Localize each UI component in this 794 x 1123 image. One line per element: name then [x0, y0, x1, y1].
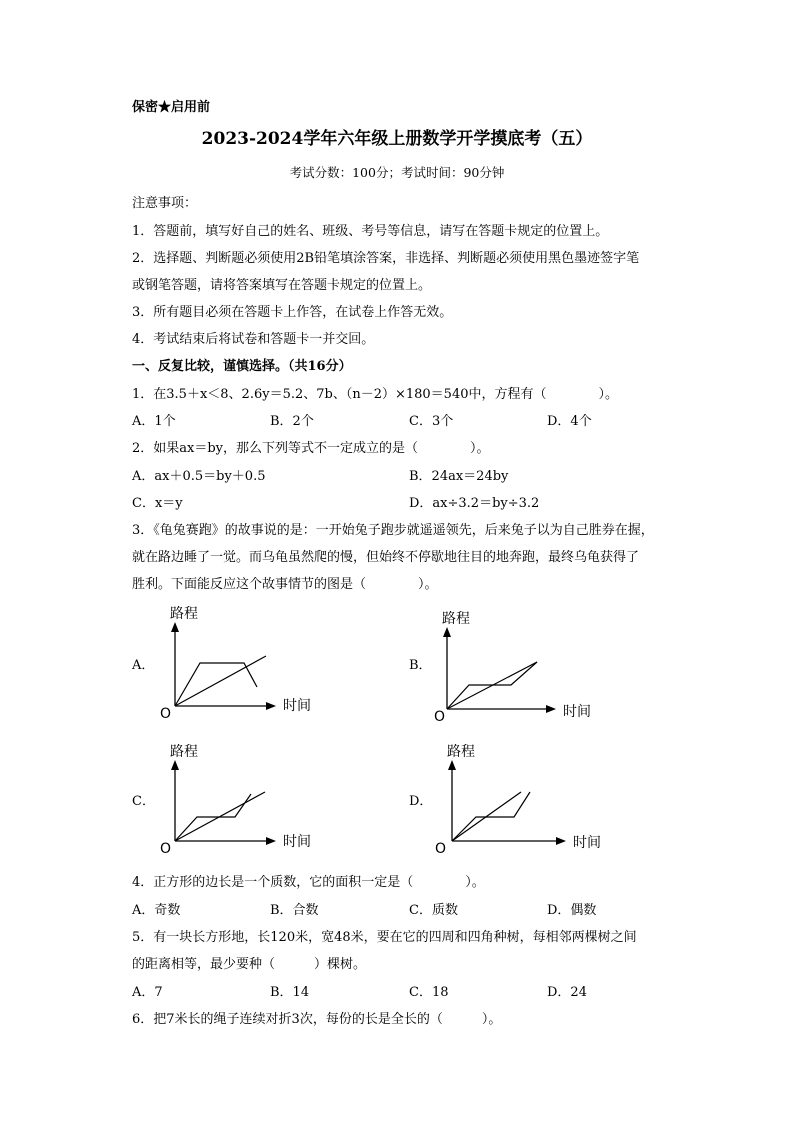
x-axis-label: 时间 — [283, 834, 311, 850]
x-axis-label: 时间 — [563, 704, 591, 720]
origin-label: O — [160, 706, 172, 720]
notice-item: 2．选择题、判断题必须使用2B铅笔填涂答案，非选择、判断题必须使用黑色墨迹签字笔 — [132, 251, 640, 266]
y-axis-label: 路程 — [170, 606, 198, 622]
confidential-label: 保密★启用前 — [132, 100, 211, 115]
option-c: C．3个 — [409, 414, 454, 429]
question-stem: 的距离相等，最少要种（ ）棵树。 — [132, 957, 367, 972]
exam-title: 2023-2024学年六年级上册数学开学摸底考（五） — [201, 129, 593, 149]
option-c: C．x＝y — [132, 496, 183, 511]
question-stem: 胜利。下面能反应这个故事情节的图是（ ）。 — [132, 577, 438, 592]
turtle-line — [175, 792, 265, 841]
option-a: A．1个 — [132, 414, 176, 429]
y-axis-arrow-icon — [448, 760, 456, 770]
notice-item: 3．所有题目必须在答题卡上作答，在试卷上作答无效。 — [132, 305, 453, 320]
y-axis-label: 路程 — [170, 744, 198, 760]
graph-d-label: D． — [409, 794, 433, 809]
graph-d — [432, 740, 607, 858]
y-axis-arrow-icon — [171, 622, 179, 632]
y-axis-label: 路程 — [442, 611, 470, 627]
option-d: D．4个 — [547, 414, 592, 429]
x-axis-arrow-icon — [546, 705, 556, 713]
notice-item: 或钢笔答题，请将答案填写在答题卡规定的位置上。 — [132, 278, 432, 293]
y-axis-arrow-icon — [443, 627, 451, 637]
option-d: D．偶数 — [547, 903, 597, 918]
graph-b-label: B． — [409, 658, 432, 673]
y-axis-arrow-icon — [171, 760, 179, 770]
option-b: B．合数 — [270, 903, 319, 918]
option-b: B．14 — [270, 985, 310, 1000]
question-stem: 就在路边睡了一觉。而乌龟虽然爬的慢，但始终不停歇地往目的地奔跑，最终乌龟获得了 — [132, 550, 640, 565]
option-a: A．ax＋0.5＝by＋0.5 — [132, 469, 266, 484]
notice-heading: 注意事项： — [132, 196, 198, 211]
option-a: A．奇数 — [132, 903, 181, 918]
notice-item: 4．考试结束后将试卷和答题卡一并交回。 — [132, 332, 375, 347]
graph-a-label: A． — [132, 658, 155, 673]
option-c: C．质数 — [409, 903, 458, 918]
turtle-line — [447, 662, 537, 709]
rabbit-line — [452, 792, 530, 841]
graph-b — [427, 607, 602, 725]
option-c: C．18 — [409, 985, 449, 1000]
question-stem: 5．有一块长方形地，长120米，宽48米，要在它的四周和四角种树，每相邻两棵树之间 — [132, 930, 637, 945]
graph-c-label: C． — [132, 794, 155, 809]
option-b: B．2个 — [270, 414, 314, 429]
x-axis-arrow-icon — [556, 837, 566, 845]
option-b: B．24ax＝24by — [409, 469, 509, 484]
graph-a — [155, 602, 325, 720]
exam-info: 考试分数：100分；考试时间：90分钟 — [289, 165, 505, 180]
option-d: D．24 — [547, 985, 587, 1000]
x-axis-arrow-icon — [266, 702, 276, 710]
x-axis-arrow-icon — [266, 837, 276, 845]
question-stem: 6．把7米长的绳子连续对折3次，每份的长是全长的（ ）。 — [132, 1012, 502, 1027]
graph-c — [155, 740, 325, 858]
x-axis-label: 时间 — [573, 835, 601, 851]
origin-label: O — [160, 841, 172, 857]
section-title: 一、反复比较，谨慎选择。（共16分） — [132, 359, 352, 374]
y-axis-label: 路程 — [447, 744, 475, 760]
origin-label: O — [435, 841, 447, 857]
notice-item: 1．答题前，填写好自己的姓名、班级、考号等信息，请写在答题卡规定的位置上。 — [132, 224, 609, 239]
option-d: D．ax÷3.2＝by÷3.2 — [409, 496, 540, 511]
question-stem: 2．如果ax＝by，那么下列等式不一定成立的是（ ）。 — [132, 441, 490, 456]
x-axis-label: 时间 — [283, 698, 311, 714]
option-a: A．7 — [132, 985, 163, 1000]
question-stem: 3．《龟兔赛跑》的故事说的是：一开始兔子跑步就遥遥领先，后来兔子以为自己胜券在握， — [132, 523, 654, 538]
origin-label: O — [434, 709, 446, 725]
question-stem: 1．在3.5＋x＜8、2.6y＝5.2、7b、（n－2）×180＝540中，方程有（ ）。 — [132, 387, 618, 402]
question-stem: 4．正方形的边长是一个质数，它的面积一定是（ ）。 — [132, 875, 485, 890]
rabbit-line — [175, 794, 251, 841]
